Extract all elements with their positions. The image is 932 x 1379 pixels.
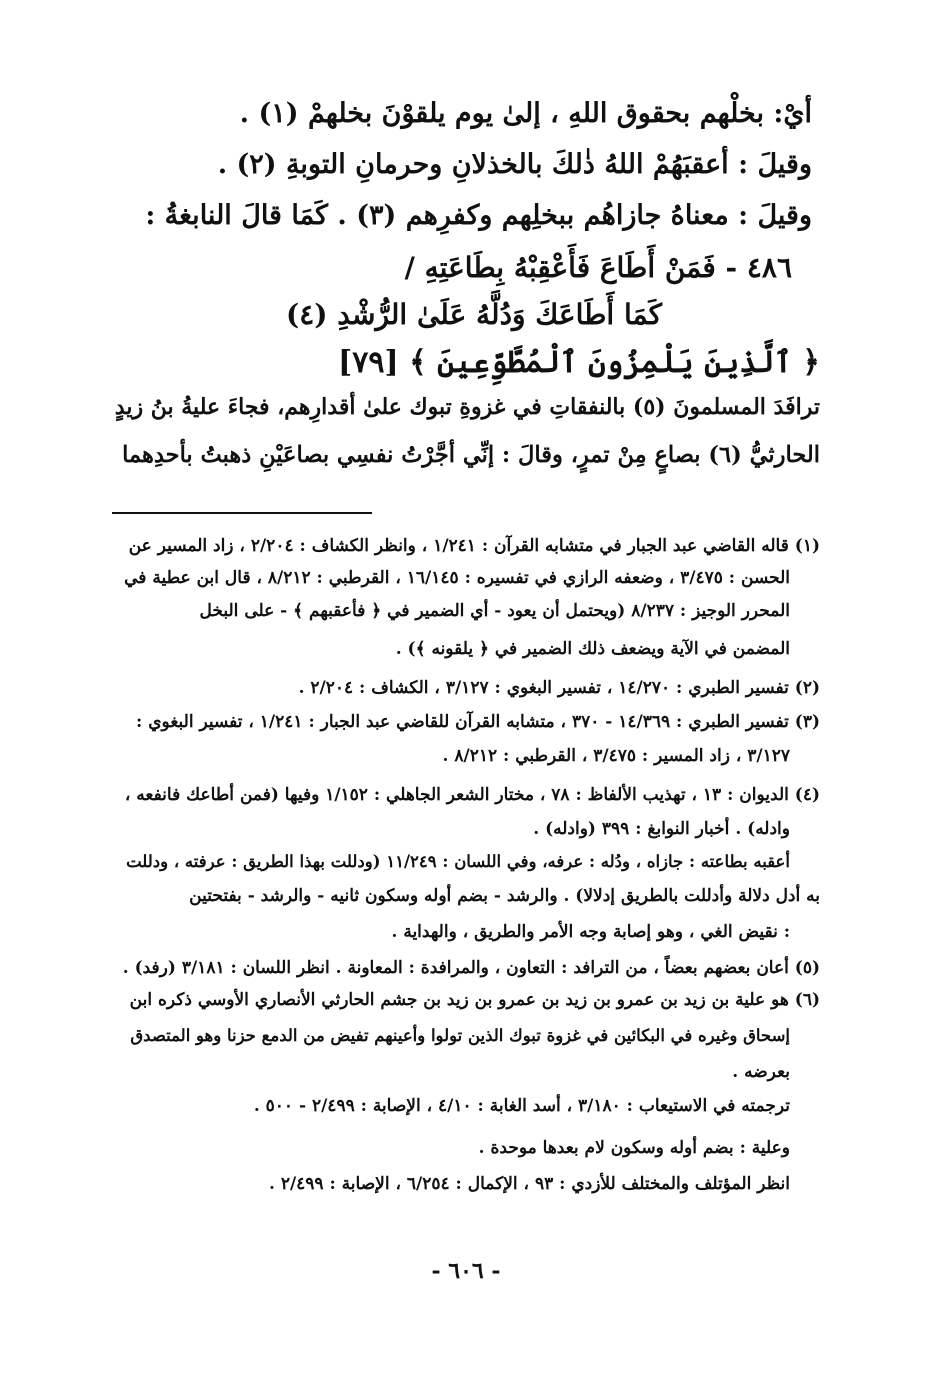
- footnote-6-line-3: بعرضه .: [732, 1062, 790, 1082]
- footnote-6-line-1: (٦) هو علية بن زيد بن عمرو بن زيد بن عمرو بن زيد بن جشم الحارثي الأنصاري الأوسي ذكره ابن: [129, 990, 820, 1010]
- poem-hemistich-2: كَمَا أَطَاعَكَ وَدُلَّهُ عَلَىٰ الرُّشْدِ (٤): [286, 298, 662, 331]
- footnote-1-line-1: (١) قاله القاضي عبد الجبار في متشابه القرآن : ١/٢٤١ ، وانظر الكشاف : ٢/٢٠٤ ، زاد المسير عن: [128, 536, 820, 556]
- poem-hemistich-1: ٤٨٦ - فَمَنْ أَطَاعَ فَأَعْقِبْهُ بِطَاعَتِهِ /: [404, 251, 792, 284]
- footnote-1-line-3: المحرر الوجيز : ٨/٢٣٧ (ويحتمل أن يعود - أي الضمير في ﴿ فأعقبهم ﴾ - على البخل: [199, 601, 790, 621]
- commentary-line-3: وقيلَ : معناهُ جازاهُم ببخلِهم وكفرِهم (٣) . كَمَا قالَ النابغةُ :: [145, 200, 812, 231]
- quran-verse-heading: ﴿ ٱلَّذِينَ يَلْمِزُونَ ٱلْمُطَّوِّعِينَ ﴾ [٧٩]: [338, 345, 820, 380]
- footnote-6-line-6: انظر المؤتلف والمختلف للأزدي : ٩٣ ، الإكمال : ٦/٢٥٤ ، الإصابة : ٢/٤٩٩ .: [268, 1174, 790, 1194]
- paragraph-line-1: ترافَدَ المسلمونَ (٥) بالنفقاتِ في غزوةِ تبوك علىٰ أقدارِهم، فجاءَ عليةُ بنُ زيدٍ: [114, 394, 820, 420]
- footnote-4-line-4: به أدل دلالة وأدللت بالطريق إدلالا) . والرشد - بضم أوله وسكون ثانيه - والرشد - بفتحتين: [189, 886, 820, 906]
- footnote-4-line-5: : نقيض الغي ، وهو إصابة وجه الأمر والطريق ، والهداية .: [391, 922, 790, 942]
- footnote-4-line-2: وادله) . أخبار النوابغ : ٣٩٩ (وادله) .: [533, 819, 790, 839]
- footnote-4-line-1: (٤) الديوان : ١٣ ، تهذيب الألفاظ : ٧٨ ، مختار الشعر الجاهلي : ١/١٥٢ وفيها (فمن أطاعك فانفعه ،: [124, 785, 820, 805]
- commentary-line-2: وقيلَ : أعقبَهُمْ اللهُ ذٰلكَ بالخذلانِ وحرمانِ التوبةِ (٢) .: [217, 149, 812, 180]
- footnote-divider: [112, 512, 372, 514]
- footnote-3-line-2: ٣/١٢٧ ، زاد المسير : ٣/٤٧٥ ، القرطبي : ٨/٢١٢ .: [442, 746, 790, 766]
- footnote-5: (٥) أعان بعضهم بعضاً ، من الترافد : التعاون ، والمرافدة : المعاونة . انظر اللسان : ٣/١٨١ (رفد) .: [122, 958, 820, 978]
- page-number: - ٦٠٦ -: [431, 1258, 501, 1284]
- footnote-1-line-4: المضمن في الآية ويضعف ذلك الضمير في ﴿ يلقونه ﴾) .: [395, 639, 790, 659]
- footnote-6-line-5: وعلية : بضم أوله وسكون لام بعدها موحدة .: [478, 1138, 790, 1158]
- footnote-4-line-3: أعقبه بطاعته : جازاه ، ودُله : عرفه، وفي اللسان : ١١/٢٤٩ (ودللت بهذا الطريق : عرفته ، ودللت: [126, 852, 790, 871]
- footnote-6-line-4: ترجمته في الاستيعاب : ٣/١٨٠ ، أسد الغابة : ٤/١٠ ، الإصابة : ٢/٤٩٩ - ٥٠٠ .: [253, 1096, 790, 1116]
- commentary-line-1: أيْ: بخلْهم بحقوق اللهِ ، إلىٰ يوم يلقوْنَ بخلهمْ (١) .: [239, 98, 812, 129]
- paragraph-line-2: الحارثيُّ (٦) بصاعٍ مِنْ تمرٍ، وقالَ : إنِّي أجَّرْتُ نفسِي بصاعَيْنِ ذهبتُ بأحدِهما: [122, 442, 820, 468]
- footnote-3-line-1: (٣) تفسير الطبري : ١٤/٣٦٩ - ٣٧٠ ، متشابه القرآن للقاضي عبد الجبار : ١/٢٤١ ، تفسير البغوي :: [136, 712, 820, 732]
- footnote-1-line-2: الحسن : ٣/٤٧٥ ، وضعفه الرازي في تفسيره : ١٦/١٤٥ ، القرطبي : ٨/٢١٢ ، قال ابن عطية في: [124, 568, 790, 588]
- footnote-6-line-2: إسحاق وغيره في البكائين في غزوة تبوك الذين تولوا وأعينهم تفيض من الدمع حزنا وهو المتصدق: [130, 1026, 790, 1045]
- footnote-2: (٢) تفسير الطبري : ١٤/٢٧٠ ، تفسير البغوي : ٣/١٢٧ ، الكشاف : ٢/٢٠٤ .: [298, 678, 820, 698]
